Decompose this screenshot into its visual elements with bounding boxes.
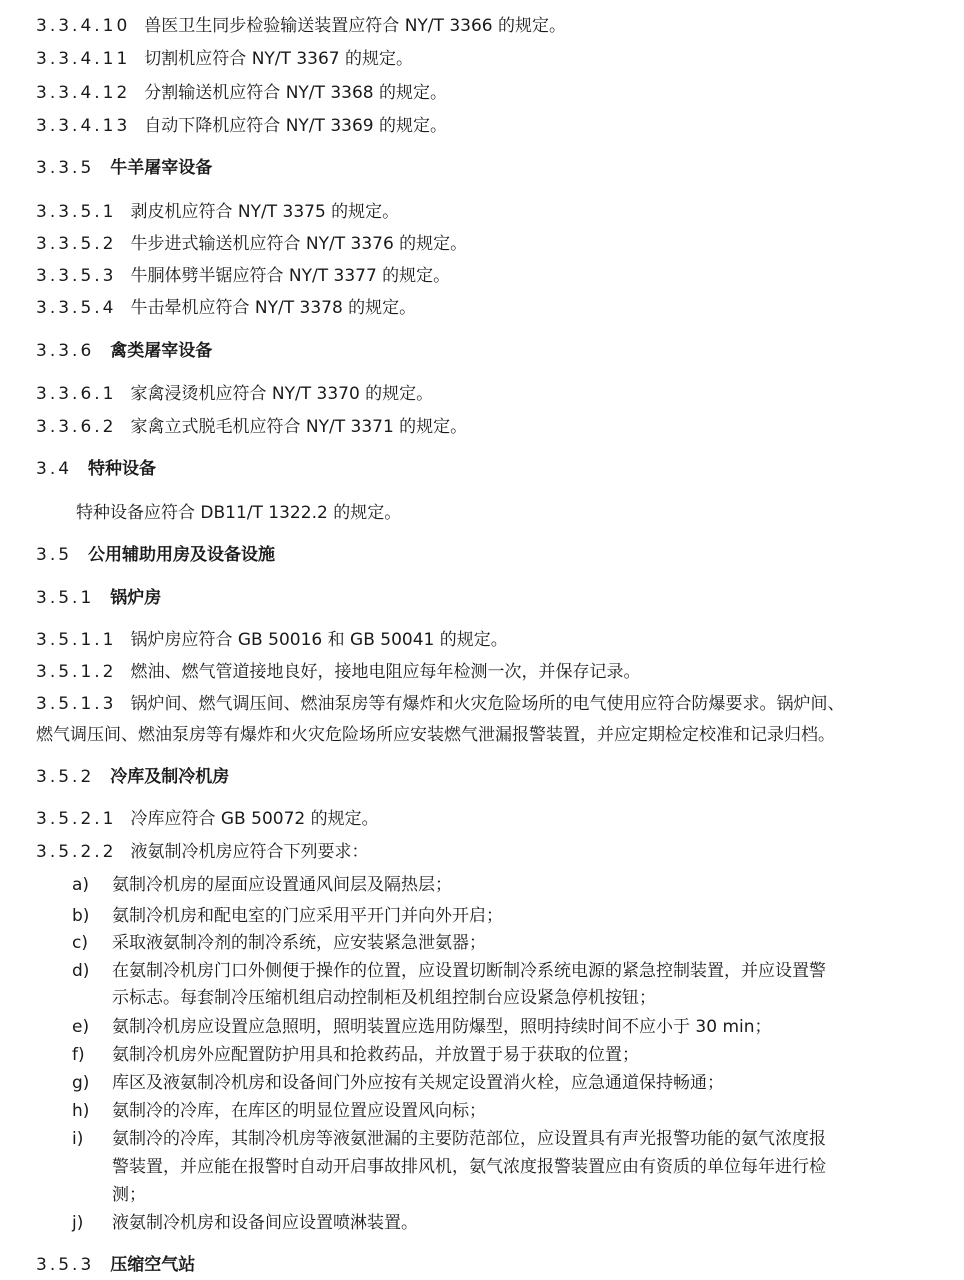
clause-text: 家禽浸烫机应符合 NY/T 3370 的规定。 bbox=[130, 384, 434, 404]
list-item: 在氨制冷机房门口外侧便于操作的位置，应设置切断制冷系统电源的紧急控制装置，并应设置警 bbox=[112, 961, 826, 981]
section-number: 3.5.1 bbox=[36, 588, 95, 608]
list-item-letter: f) bbox=[72, 1045, 85, 1065]
clause-3-3-4-13 bbox=[36, 116, 447, 136]
list-item-letter: i) bbox=[72, 1129, 84, 1149]
list-item-letter: e) bbox=[72, 1017, 90, 1037]
section-number: 3.3.5 bbox=[36, 158, 95, 178]
clause-text: 燃油、燃气管道接地良好，接地电阻应每年检测一次，并保存记录。 bbox=[130, 662, 641, 682]
clause-3-5-1-3 bbox=[36, 694, 844, 714]
section-title: 冷库及制冷机房 bbox=[110, 767, 230, 787]
clause-text: 家禽立式脱毛机应符合 NY/T 3371 的规定。 bbox=[130, 417, 468, 437]
clause-3-3-5-4 bbox=[36, 298, 416, 318]
clause-3-3-4-12 bbox=[36, 83, 447, 103]
section-title: 特种设备 bbox=[88, 459, 157, 479]
clause-number: 3.5.1.1 bbox=[36, 630, 117, 650]
section-number: 3.4 bbox=[36, 459, 73, 479]
clause-3-3-5-2 bbox=[36, 234, 467, 254]
clause-number: 3.3.5.2 bbox=[36, 234, 117, 254]
list-item: 采取液氨制冷剂的制冷系统，应安装紧急泄氨器； bbox=[112, 933, 486, 953]
clause-text: 牛击晕机应符合 NY/T 3378 的规定。 bbox=[130, 298, 417, 318]
section-number: 3.3.6 bbox=[36, 341, 95, 361]
list-item: 氨制冷机房和配电室的门应采用平开门并向外开启； bbox=[112, 906, 503, 926]
section-title: 压缩空气站 bbox=[110, 1255, 196, 1275]
section-heading-3-3-6 bbox=[36, 341, 212, 361]
clause-number: 3.3.4.12 bbox=[36, 83, 131, 103]
clause-3-5-2-2 bbox=[36, 842, 368, 862]
section-number: 3.5 bbox=[36, 545, 73, 565]
clause-3-3-5-3 bbox=[36, 266, 450, 286]
section-title: 公用辅助用房及设备设施 bbox=[88, 545, 276, 565]
list-item-letter: b) bbox=[72, 906, 90, 926]
clause-3-5-2-1 bbox=[36, 809, 379, 829]
clause-number: 3.3.6.1 bbox=[36, 384, 117, 404]
section-heading-3-3-5 bbox=[36, 158, 212, 178]
clause-text: 牛步进式输送机应符合 NY/T 3376 的规定。 bbox=[130, 234, 468, 254]
clause-text: 分割输送机应符合 NY/T 3368 的规定。 bbox=[144, 83, 447, 103]
list-item-continued: 警装置，并应能在报警时自动开启事故排风机，氨气浓度报警装置应由有资质的单位每年进行检 bbox=[112, 1157, 826, 1177]
clause-number: 3.3.6.2 bbox=[36, 417, 117, 437]
section-heading-3-5-1 bbox=[36, 588, 161, 608]
section-number: 3.5.3 bbox=[36, 1255, 95, 1275]
list-item-letter: c) bbox=[72, 933, 88, 953]
clause-number: 3.5.1.3 bbox=[36, 694, 117, 714]
list-item: 氨制冷机房外应配置防护用具和抢救药品，并放置于易于获取的位置； bbox=[112, 1045, 639, 1065]
section-title: 锅炉房 bbox=[110, 588, 162, 608]
clause-number: 3.3.4.11 bbox=[36, 49, 131, 69]
clause-number: 3.3.4.10 bbox=[36, 16, 131, 36]
section-number: 3.5.2 bbox=[36, 767, 95, 787]
clause-text: 剥皮机应符合 NY/T 3375 的规定。 bbox=[130, 202, 400, 222]
section-heading-3-5 bbox=[36, 545, 275, 565]
list-item-continued: 测； bbox=[112, 1185, 146, 1205]
list-item-letter: j) bbox=[72, 1213, 84, 1233]
clause-text: 切割机应符合 NY/T 3367 的规定。 bbox=[144, 49, 413, 69]
section-heading-3-5-2 bbox=[36, 767, 229, 787]
list-item: 氨制冷的冷库，在库区的明显位置应设置风向标； bbox=[112, 1101, 486, 1121]
clause-text: 液氨制冷机房应符合下列要求： bbox=[130, 842, 369, 862]
clause-number: 3.3.5.3 bbox=[36, 266, 117, 286]
clause-number: 3.3.5.4 bbox=[36, 298, 117, 318]
list-item: 氨制冷机房应设置应急照明，照明装置应选用防爆型，照明持续时间不应小于 30 min； bbox=[112, 1017, 772, 1037]
clause-3-5-1-3-continued: 燃气调压间、燃油泵房等有爆炸和火灾危险场所应安装燃气泄漏报警装置，并应定期检定校准和记录归档。 bbox=[36, 725, 835, 745]
clause-text: 锅炉间、燃气调压间、燃油泵房等有爆炸和火灾危险场所的电气使用应符合防爆要求。锅炉间、 bbox=[130, 694, 845, 714]
clause-number: 3.3.5.1 bbox=[36, 202, 117, 222]
clause-text: 冷库应符合 GB 50072 的规定。 bbox=[130, 809, 379, 829]
list-item-continued: 示标志。每套制冷压缩机组启动控制柜及机组控制台应设紧急停机按钮； bbox=[112, 988, 656, 1008]
clause-text: 兽医卫生同步检验输送装置应符合 NY/T 3366 的规定。 bbox=[144, 16, 566, 36]
clause-text: 自动下降机应符合 NY/T 3369 的规定。 bbox=[144, 116, 447, 136]
section-title: 牛羊屠宰设备 bbox=[110, 158, 213, 178]
clause-text: 牛胴体劈半锯应符合 NY/T 3377 的规定。 bbox=[130, 266, 451, 286]
list-item-letter: d) bbox=[72, 961, 90, 981]
list-item-letter: h) bbox=[72, 1101, 90, 1121]
section-heading-3-5-3 bbox=[36, 1255, 195, 1275]
clause-number: 3.5.2.2 bbox=[36, 842, 117, 862]
clause-3-3-5-1 bbox=[36, 202, 399, 222]
list-item-letter: a) bbox=[72, 875, 90, 895]
clause-number: 3.5.2.1 bbox=[36, 809, 117, 829]
clause-number: 3.3.4.13 bbox=[36, 116, 131, 136]
clause-3-3-4-11 bbox=[36, 49, 413, 69]
list-item: 液氨制冷机房和设备间应设置喷淋装置。 bbox=[112, 1213, 418, 1233]
clause-3-3-4-10 bbox=[36, 16, 566, 36]
section-title: 禽类屠宰设备 bbox=[110, 341, 213, 361]
list-item: 氨制冷的冷库，其制冷机房等液氨泄漏的主要防范部位，应设置具有声光报警功能的氨气浓度报 bbox=[112, 1129, 826, 1149]
clause-3-5-1-1 bbox=[36, 630, 508, 650]
paragraph-3-4: 特种设备应符合 DB11/T 1322.2 的规定。 bbox=[76, 503, 402, 523]
list-item: 氨制冷机房的屋面应设置通风间层及隔热层； bbox=[112, 875, 452, 895]
section-heading-3-4 bbox=[36, 459, 156, 479]
list-item-letter: g) bbox=[72, 1073, 90, 1093]
clause-3-3-6-2 bbox=[36, 417, 467, 437]
clause-text: 锅炉房应符合 GB 50016 和 GB 50041 的规定。 bbox=[130, 630, 508, 650]
clause-3-3-6-1 bbox=[36, 384, 433, 404]
clause-3-5-1-2 bbox=[36, 662, 640, 682]
list-item: 库区及液氨制冷机房和设备间门外应按有关规定设置消火栓，应急通道保持畅通； bbox=[112, 1073, 724, 1093]
clause-number: 3.5.1.2 bbox=[36, 662, 117, 682]
